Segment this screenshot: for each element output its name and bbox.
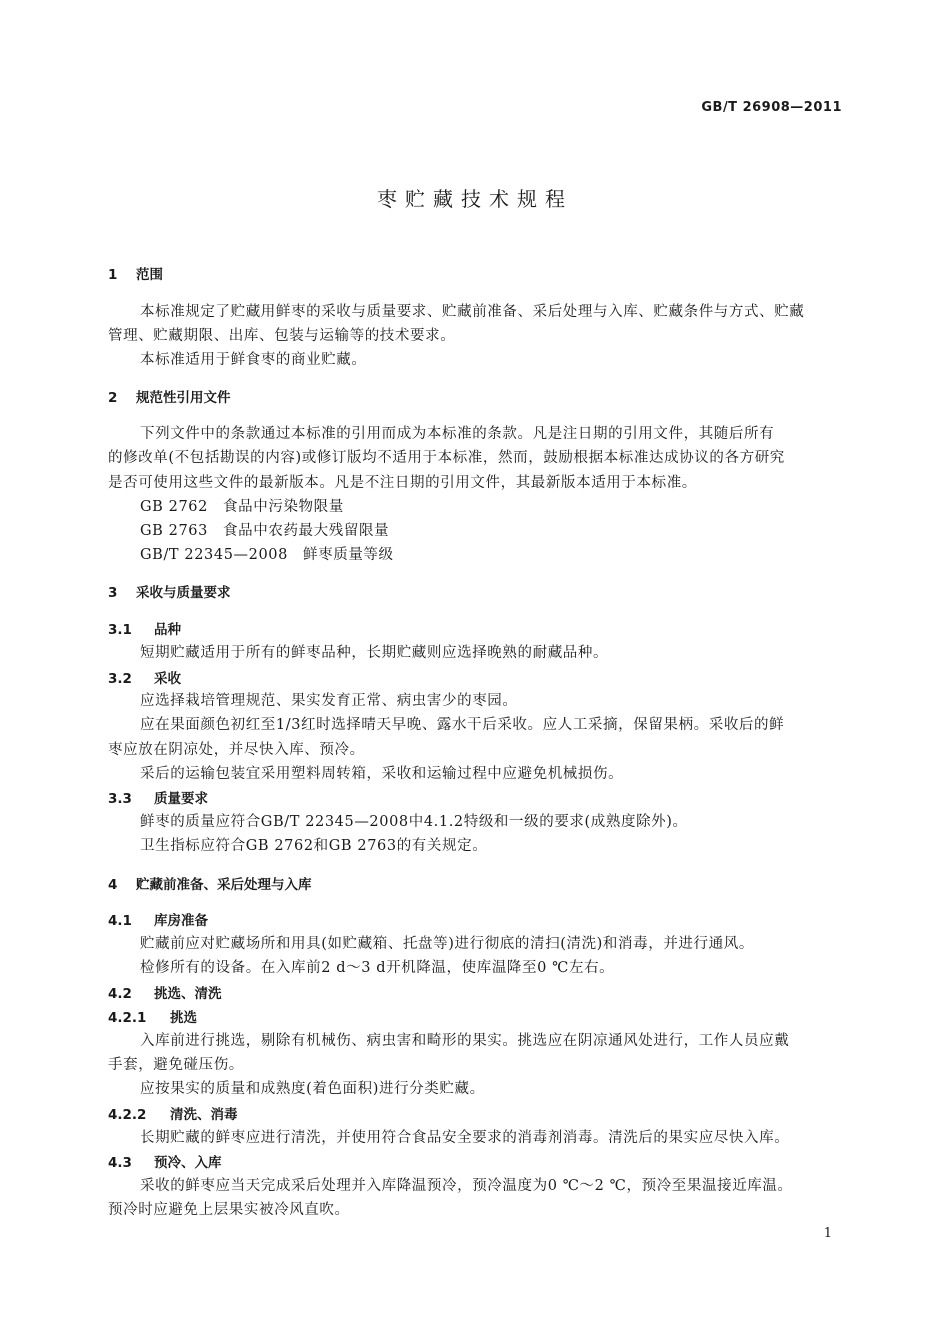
subsection-4-2-1-heading bbox=[108, 1006, 197, 1026]
subsection-title: 挑选、清洗 bbox=[154, 986, 222, 1002]
subsection-title: 采收 bbox=[154, 671, 181, 687]
paragraph-line: 应选择栽培管理规范、果实发育正常、病虫害少的枣园。 bbox=[140, 693, 518, 709]
reference-item: GB 2763 食品中农药最大残留限量 bbox=[140, 523, 390, 539]
section-number: 4 bbox=[108, 877, 118, 893]
paragraph-line: 枣应放在阴凉处，并尽快入库、预冷。 bbox=[108, 742, 365, 758]
paragraph-line: 是否可使用这些文件的最新版本。凡是不注日期的引用文件，其最新版本适用于本标准。 bbox=[108, 475, 697, 491]
subsection-3-1-heading bbox=[108, 618, 181, 638]
section-2-heading bbox=[108, 386, 231, 406]
section-4-heading bbox=[108, 873, 312, 893]
paragraph-line: 长期贮藏的鲜枣应进行清洗，并使用符合食品安全要求的消毒剂消毒。清洗后的果实应尽快入库。 bbox=[140, 1130, 790, 1146]
document-title: 枣贮藏技术规程 bbox=[377, 187, 573, 211]
section-title: 采收与质量要求 bbox=[136, 585, 231, 601]
subsection-title: 库房准备 bbox=[154, 913, 208, 929]
paragraph-line: 采收的鲜枣应当天完成采后处理并入库降温预冷，预冷温度为0 ℃～2 ℃，预冷至果温接近库温。 bbox=[140, 1178, 793, 1194]
paragraph-line: 管理、贮藏期限、出库、包装与运输等的技术要求。 bbox=[108, 328, 456, 344]
paragraph-line: 入库前进行挑选，剔除有机械伤、病虫害和畸形的果实。挑选应在阴凉通风处进行，工作人员应戴 bbox=[140, 1033, 790, 1049]
subsection-title: 品种 bbox=[154, 622, 181, 638]
paragraph-line: 应按果实的质量和成熟度(着色面积)进行分类贮藏。 bbox=[140, 1081, 485, 1097]
paragraph-line: 贮藏前应对贮藏场所和用具(如贮藏箱、托盘等)进行彻底的清扫(清洗)和消毒，并进行通风。 bbox=[140, 936, 754, 952]
section-title: 规范性引用文件 bbox=[136, 390, 231, 406]
paragraph-line: 的修改单(不包括勘误的内容)或修订版均不适用于本标准，然而，鼓励根据本标准达成协议的各方研究 bbox=[108, 450, 785, 466]
subsection-3-3-heading bbox=[108, 787, 208, 807]
subsection-title: 清洗、消毒 bbox=[170, 1107, 238, 1123]
reference-item: GB/T 22345—2008 鲜枣质量等级 bbox=[140, 547, 394, 563]
subsection-3-2-heading bbox=[108, 667, 181, 687]
section-1-heading bbox=[108, 263, 163, 283]
subsection-number: 4.2.1 bbox=[108, 1010, 147, 1026]
paragraph-line: 采后的运输包装宜采用塑料周转箱，采收和运输过程中应避免机械损伤。 bbox=[140, 766, 624, 782]
section-title: 范围 bbox=[136, 267, 163, 283]
subsection-title: 质量要求 bbox=[154, 791, 208, 807]
section-3-heading bbox=[108, 581, 231, 601]
paragraph-line: 短期贮藏适用于所有的鲜枣品种，长期贮藏则应选择晚熟的耐藏品种。 bbox=[140, 645, 609, 661]
paragraph-line: 本标准规定了贮藏用鲜枣的采收与质量要求、贮藏前准备、采后处理与入库、贮藏条件与方式、贮藏 bbox=[140, 304, 805, 320]
paragraph-line: 卫生指标应符合GB 2762和GB 2763的有关规定。 bbox=[140, 838, 488, 854]
subsection-number: 4.1 bbox=[108, 913, 132, 929]
paragraph-line: 下列文件中的条款通过本标准的引用而成为本标准的条款。凡是注日期的引用文件，其随后所有 bbox=[140, 426, 775, 442]
subsection-4-2-2-heading bbox=[108, 1103, 238, 1123]
subsection-4-2-heading bbox=[108, 982, 222, 1002]
subsection-number: 4.2 bbox=[108, 986, 132, 1002]
paragraph-line: 鲜枣的质量应符合GB/T 22345—2008中4.1.2特级和一级的要求(成熟度除外)。 bbox=[140, 814, 688, 830]
section-number: 2 bbox=[108, 390, 118, 406]
subsection-title: 预冷、入库 bbox=[154, 1155, 222, 1171]
subsection-4-1-heading bbox=[108, 909, 208, 929]
subsection-4-3-heading bbox=[108, 1151, 222, 1171]
section-title: 贮藏前准备、采后处理与入库 bbox=[136, 877, 312, 893]
paragraph-line: 应在果面颜色初红至1/3红时选择晴天早晚、露水干后采收。应人工采摘，保留果柄。采收后的鲜 bbox=[140, 717, 785, 733]
reference-item: GB 2762 食品中污染物限量 bbox=[140, 499, 344, 515]
section-number: 3 bbox=[108, 585, 118, 601]
subsection-number: 3.1 bbox=[108, 622, 132, 638]
subsection-number: 3.2 bbox=[108, 671, 132, 687]
section-number: 1 bbox=[108, 267, 118, 283]
subsection-number: 4.3 bbox=[108, 1155, 132, 1171]
page-number: 1 bbox=[823, 1226, 832, 1241]
subsection-title: 挑选 bbox=[170, 1010, 197, 1026]
paragraph-line: 手套，避免碰压伤。 bbox=[108, 1057, 244, 1073]
paragraph-line: 预冷时应避免上层果实被冷风直吹。 bbox=[108, 1202, 350, 1218]
paragraph-line: 本标准适用于鲜食枣的商业贮藏。 bbox=[140, 352, 367, 368]
standard-code: GB/T 26908—2011 bbox=[701, 100, 842, 115]
subsection-number: 3.3 bbox=[108, 791, 132, 807]
subsection-number: 4.2.2 bbox=[108, 1107, 147, 1123]
paragraph-line: 检修所有的设备。在入库前2 d～3 d开机降温，使库温降至0 ℃左右。 bbox=[140, 960, 615, 976]
